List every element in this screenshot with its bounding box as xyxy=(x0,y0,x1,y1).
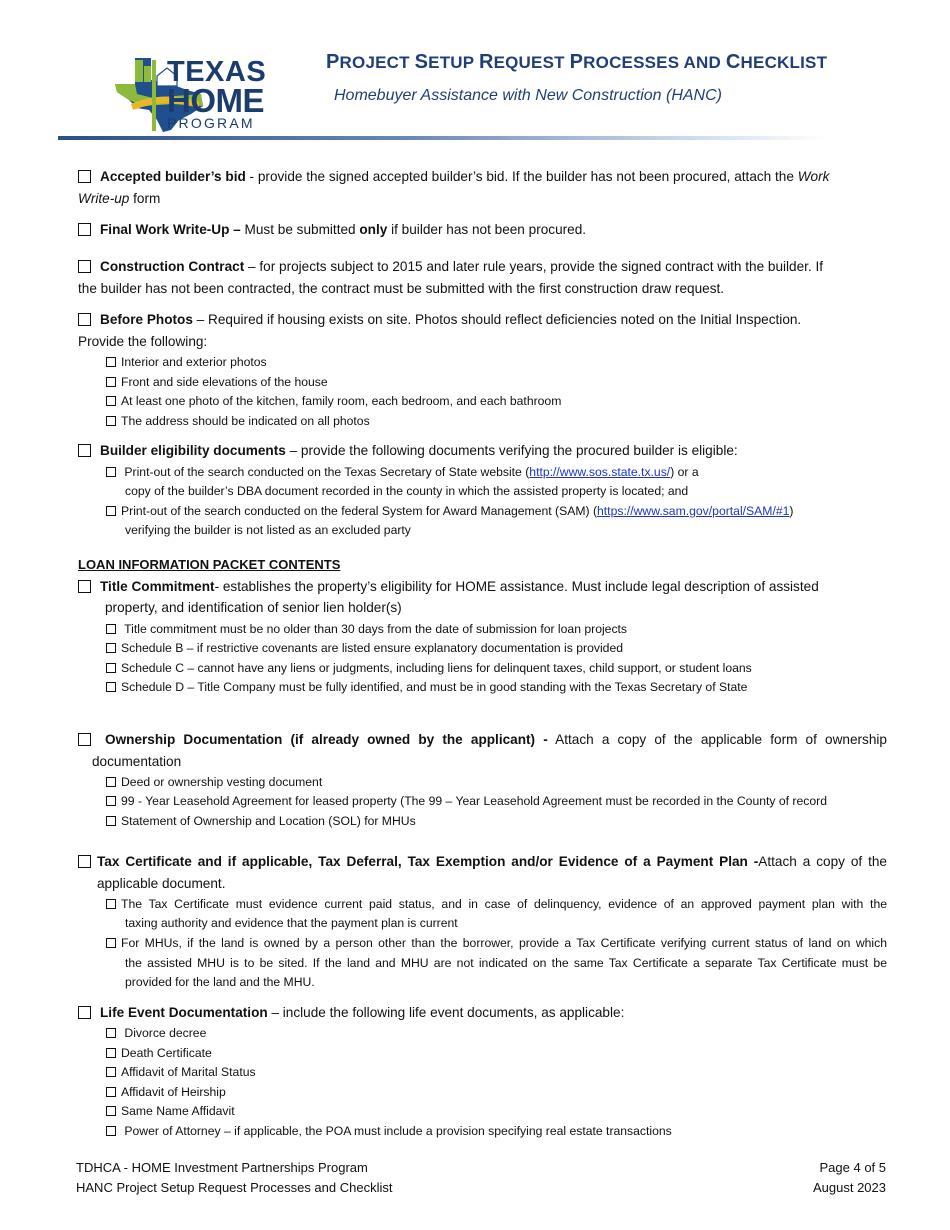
sub-item: Affidavit of Heirship xyxy=(106,1085,226,1100)
sam-link[interactable]: https://www.sam.gov/portal/SAM/#1 xyxy=(597,504,790,518)
sub-item: The address should be indicated on all photos xyxy=(106,414,370,429)
sub-item: Affidavit of Marital Status xyxy=(106,1065,256,1080)
sub-item: Deed or ownership vesting document xyxy=(106,775,322,790)
checkbox[interactable] xyxy=(106,816,116,826)
footer-left xyxy=(76,1158,392,1198)
sub-item: Divorce decree xyxy=(106,1026,206,1041)
sub-item-line3: provided for the land and the MHU. xyxy=(125,975,315,989)
checkbox[interactable] xyxy=(106,1067,116,1077)
item-construction-contract: Construction Contract – for projects subject to 2015 and later rule years, provide the signed contract with the builder. If xyxy=(78,259,823,275)
item-tax-certificate-line2: applicable document. xyxy=(97,876,226,891)
checkbox[interactable] xyxy=(106,643,116,653)
header-rule xyxy=(58,136,828,140)
sub-item: Statement of Ownership and Location (SOL) for MHUs xyxy=(106,814,416,829)
checkbox[interactable] xyxy=(106,1028,116,1038)
checkbox[interactable] xyxy=(106,1126,116,1136)
checkbox[interactable] xyxy=(78,223,91,236)
logo-texas: TEXAS xyxy=(167,56,267,88)
checkbox[interactable] xyxy=(106,357,116,367)
checkbox[interactable] xyxy=(106,663,116,673)
sub-item-line2: taxing authority and evidence that the payment plan is current xyxy=(125,916,458,930)
checkbox[interactable] xyxy=(106,1106,116,1116)
footer-document: HANC Project Setup Request Processes and Checklist xyxy=(76,1180,393,1195)
checkbox[interactable] xyxy=(78,1006,91,1019)
sub-item: Front and side elevations of the house xyxy=(106,375,328,390)
sub-item: Schedule D – Title Company must be fully identified, and must be in good standing with the Texas Secretary of State xyxy=(106,680,747,695)
logo-home: HOME xyxy=(167,82,264,119)
page-title: PROJECT SETUP REQUEST PROCESSES AND CHECKLIST xyxy=(326,51,828,73)
checkbox[interactable] xyxy=(106,467,116,477)
checkbox[interactable] xyxy=(106,377,116,387)
item-builders-bid-line2: Write-up form xyxy=(78,191,161,206)
checkbox[interactable] xyxy=(106,899,116,909)
checkbox[interactable] xyxy=(106,396,116,406)
sub-item: 99 - Year Leasehold Agreement for leased property (The 99 – Year Leasehold Agreement must be recorded in the County of record xyxy=(106,794,827,809)
footer-right xyxy=(813,1158,886,1198)
checkbox[interactable] xyxy=(78,855,91,868)
sub-item: Schedule C – cannot have any liens or judgments, including liens for delinquent taxes, child support, or student loans xyxy=(106,661,752,676)
sub-item-line2: verifying the builder is not listed as an excluded party xyxy=(125,523,411,537)
logo-program: PROGRAM xyxy=(167,115,255,131)
sub-item: Same Name Affidavit xyxy=(106,1104,235,1119)
checkbox[interactable] xyxy=(78,733,91,746)
checkbox[interactable] xyxy=(106,938,116,948)
section-heading: LOAN INFORMATION PACKET CONTENTS xyxy=(78,557,341,572)
page-subtitle: Homebuyer Assistance with New Construction (HANC) xyxy=(334,87,722,104)
item-life-event: Life Event Documentation – include the following life event documents, as applicable: xyxy=(78,1005,624,1021)
item-before-photos-line2: Provide the following: xyxy=(78,334,208,349)
checkbox[interactable] xyxy=(78,260,91,273)
checkbox[interactable] xyxy=(106,796,116,806)
item-final-writeup: Final Work Write-Up – Must be submitted only if builder has not been procured. xyxy=(78,222,586,238)
footer-program: TDHCA - HOME Investment Partnerships Program xyxy=(76,1160,368,1175)
sub-item: For MHUs, if the land is owned by a person other than the borrower, provide a Tax Certificate verifying current status of land on which xyxy=(106,936,887,951)
sub-item: Power of Attorney – if applicable, the POA must include a provision specifying real estate transactions xyxy=(106,1124,672,1139)
sub-item: Interior and exterior photos xyxy=(106,355,267,370)
sub-item: Death Certificate xyxy=(106,1046,212,1061)
item-builder-eligibility: Builder eligibility documents – provide the following documents verifying the procured builder is eligible: xyxy=(78,443,738,459)
item-tax-certificate: Tax Certificate and if applicable, Tax Deferral, Tax Exemption and/or Evidence of a Payment Plan -Attach a copy of the xyxy=(78,854,887,870)
checkbox[interactable] xyxy=(106,416,116,426)
item-ownership: Ownership Documentation (if already owned by the applicant) - Attach a copy of the applicable form of ownership xyxy=(78,732,887,748)
item-builders-bid: Accepted builder’s bid - provide the signed accepted builder’s bid. If the builder has not been procured, attach the Work xyxy=(78,169,829,185)
page-number: Page 4 of 5 xyxy=(819,1160,886,1175)
checkbox[interactable] xyxy=(106,777,116,787)
checkbox[interactable] xyxy=(106,624,116,634)
sub-item: Title commitment must be no older than 30 days from the date of submission for loan projects xyxy=(106,622,627,637)
item-before-photos: Before Photos – Required if housing exists on site. Photos should reflect deficiencies noted on the Initial Inspection. xyxy=(78,312,801,328)
sub-item: The Tax Certificate must evidence current paid status, and in case of delinquency, evidence of an approved payment plan with the xyxy=(106,897,887,912)
checkbox[interactable] xyxy=(78,313,91,326)
sub-item: Print-out of the search conducted on the Texas Secretary of State website (http://www.sos.state.tx.us/) or a xyxy=(106,465,699,480)
checkbox[interactable] xyxy=(106,1048,116,1058)
checkbox[interactable] xyxy=(106,682,116,692)
footer-date: August 2023 xyxy=(812,1180,886,1195)
checkbox[interactable] xyxy=(78,444,91,457)
checkbox[interactable] xyxy=(78,170,91,183)
sos-link[interactable]: http://www.sos.state.tx.us/ xyxy=(529,465,671,479)
sub-item: At least one photo of the kitchen, family room, each bedroom, and each bathroom xyxy=(106,394,561,409)
checkbox[interactable] xyxy=(78,580,91,593)
sub-item: Print-out of the search conducted on the federal System for Award Management (SAM) (https://www.sam.gov/portal/SAM/#1) xyxy=(106,504,793,519)
item-construction-contract-line2: the builder has not been contracted, the contract must be submitted with the first construction draw request. xyxy=(78,281,725,296)
item-ownership-line2: documentation xyxy=(92,754,182,769)
sub-item-line2: the assisted MHU is to be sited. If the land and MHU are not indicated on the same Tax Certificate a separate Tax Certificate must be xyxy=(125,956,887,970)
sub-item-line2: copy of the builder’s DBA document recorded in the county in which the assisted property is located; and xyxy=(125,484,689,498)
sub-item: Schedule B – if restrictive covenants are listed ensure explanatory documentation is provided xyxy=(106,641,623,656)
item-title-commitment-line2: property, and identification of senior lien holder(s) xyxy=(105,600,402,615)
checkbox[interactable] xyxy=(106,506,116,516)
item-title-commitment: Title Commitment- establishes the property’s eligibility for HOME assistance. Must include legal description of assisted xyxy=(78,579,819,595)
checkbox[interactable] xyxy=(106,1087,116,1097)
logo-divider xyxy=(152,60,156,131)
